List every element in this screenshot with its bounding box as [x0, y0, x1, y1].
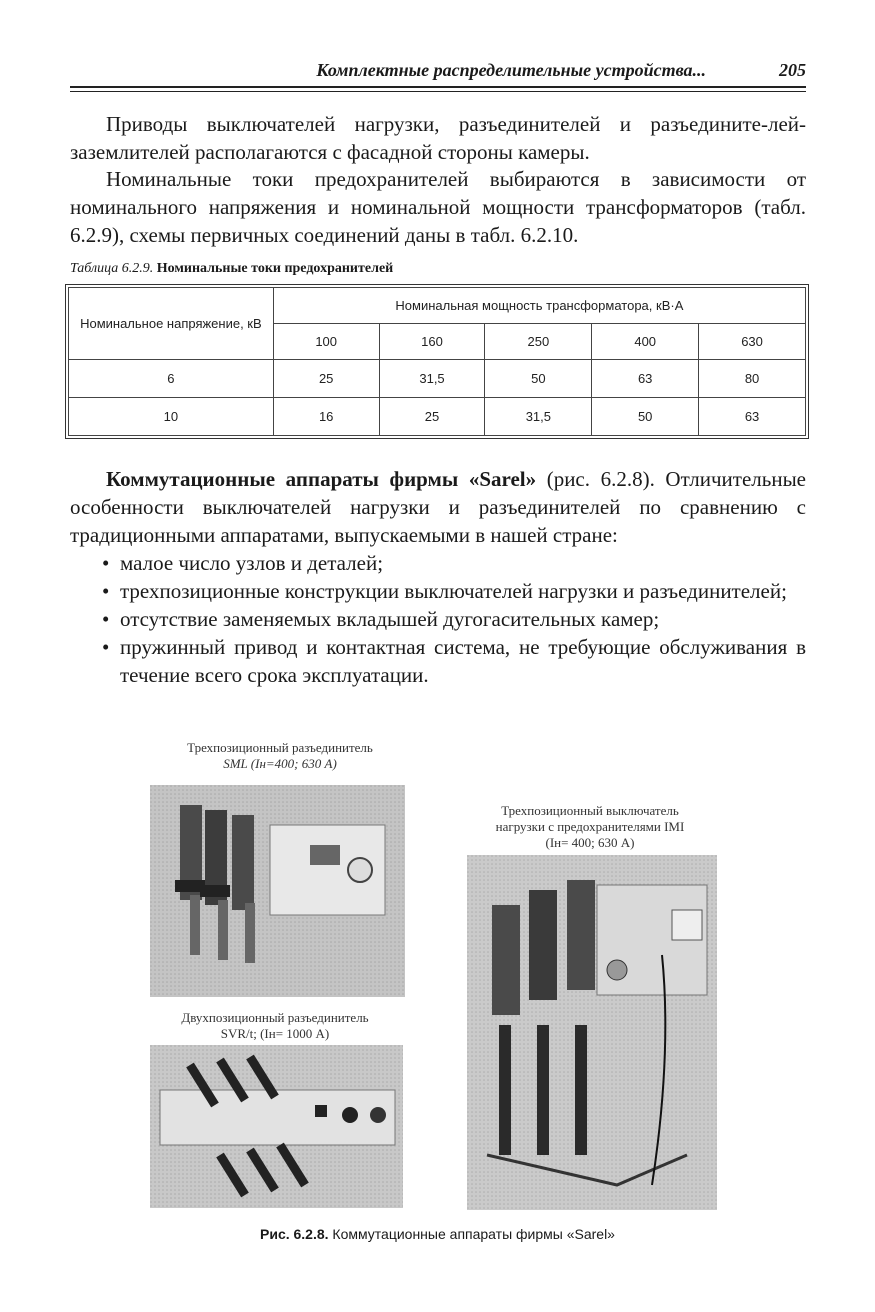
header-title: Комплектные распределительные устройства...: [316, 60, 706, 80]
power-cell: 630: [699, 324, 806, 360]
table-caption: [70, 261, 393, 277]
value-cell: 16: [273, 398, 379, 436]
header-cell-power: Номинальная мощность трансформатора, кВ·А: [273, 288, 805, 324]
header-rule-thin: [70, 91, 806, 92]
label-svr: [140, 1010, 410, 1042]
label-svr-line2: SVR/t; (Iн= 1000 А): [220, 1026, 330, 1041]
power-cell: 100: [273, 324, 379, 360]
header-rule: [70, 86, 806, 88]
value-cell: 63: [592, 360, 699, 398]
paragraph-text: Номинальные токи предохранителей выбираются в зависимости от номинального напряжения и номинальной мощности трансформаторов (табл. 6.2.9), схемы первичных соединений даны в табл. 6.2.10.: [70, 167, 806, 247]
label-imi-line1: Трехпозиционный выключатель: [501, 803, 679, 818]
value-cell: 25: [273, 360, 379, 398]
value-cell: 31,5: [379, 360, 485, 398]
power-cell: 160: [379, 324, 485, 360]
label-sml-line1: Трехпозиционный разъединитель: [187, 740, 373, 755]
feature-list: [70, 549, 806, 689]
table-row: [69, 398, 806, 436]
photo-imi-switch: [467, 855, 717, 1210]
paragraph-drives: [70, 110, 806, 166]
power-cell: 400: [592, 324, 699, 360]
figure-caption-text: Коммутационные аппараты фирмы «Sarel»: [328, 1226, 615, 1242]
photo-sml-disconnector: [150, 785, 405, 997]
label-svr-line1: Двухпозиционный разъединитель: [181, 1010, 369, 1025]
value-cell: 50: [485, 360, 592, 398]
paragraph-text: Приводы выключателей нагрузки, разъединителей и разъедините-лей-заземлителей располагаются с фасадной стороны камеры.: [70, 112, 806, 164]
running-header: [70, 60, 806, 84]
list-item: • пружинный привод и контактная система, не требующие обслуживания в течение всего срока эксплуатации.: [70, 633, 806, 689]
figure-caption: [0, 1226, 875, 1242]
fuse-currents-table: [68, 287, 806, 436]
value-cell: 31,5: [485, 398, 592, 436]
value-cell: 80: [699, 360, 806, 398]
label-imi-line3: (Iн= 400; 630 А): [545, 835, 635, 850]
label-sml: [150, 740, 410, 772]
sarel-lead-bold: Коммутационные аппараты фирмы «Sarel»: [106, 467, 537, 491]
label-sml-line2: SML (Iн=400; 630 А): [223, 756, 337, 771]
sarel-lead-text: (рис. 6.2.8). Отличительные особенности выключателей нагрузки и разъединителей по сравнению с традиционными аппаратами, выпускаемыми в нашей стране:: [70, 467, 806, 547]
figure-caption-number: Рис. 6.2.8.: [260, 1226, 329, 1242]
sml-illustration: [150, 785, 405, 997]
sarel-section: [70, 465, 806, 689]
list-item: • отсутствие заменяемых вкладышей дугогасительных камер;: [70, 605, 806, 633]
paragraph-fuse-currents: [70, 165, 806, 249]
page-number: 205: [779, 60, 806, 80]
power-cell: 250: [485, 324, 592, 360]
voltage-cell: 6: [69, 360, 274, 398]
list-item: • трехпозиционные конструкции выключателей нагрузки и разъединителей;: [70, 577, 806, 605]
label-imi-line2: нагрузки с предохранителями IMI: [495, 819, 685, 834]
table-caption-title: Номинальные токи предохранителей: [156, 261, 394, 276]
value-cell: 50: [592, 398, 699, 436]
label-imi: [455, 803, 725, 851]
sarel-lead-paragraph: [70, 465, 806, 549]
table-row: [69, 360, 806, 398]
svr-illustration: [150, 1045, 403, 1208]
imi-illustration: [467, 855, 717, 1210]
photo-svr-disconnector: [150, 1045, 403, 1208]
value-cell: 63: [699, 398, 806, 436]
table-caption-label: Таблица 6.2.9.: [70, 261, 154, 276]
header-cell-voltage: Номинальное напряжение, кВ: [69, 288, 274, 360]
list-item: • малое число узлов и деталей;: [70, 549, 806, 577]
voltage-cell: 10: [69, 398, 274, 436]
value-cell: 25: [379, 398, 485, 436]
